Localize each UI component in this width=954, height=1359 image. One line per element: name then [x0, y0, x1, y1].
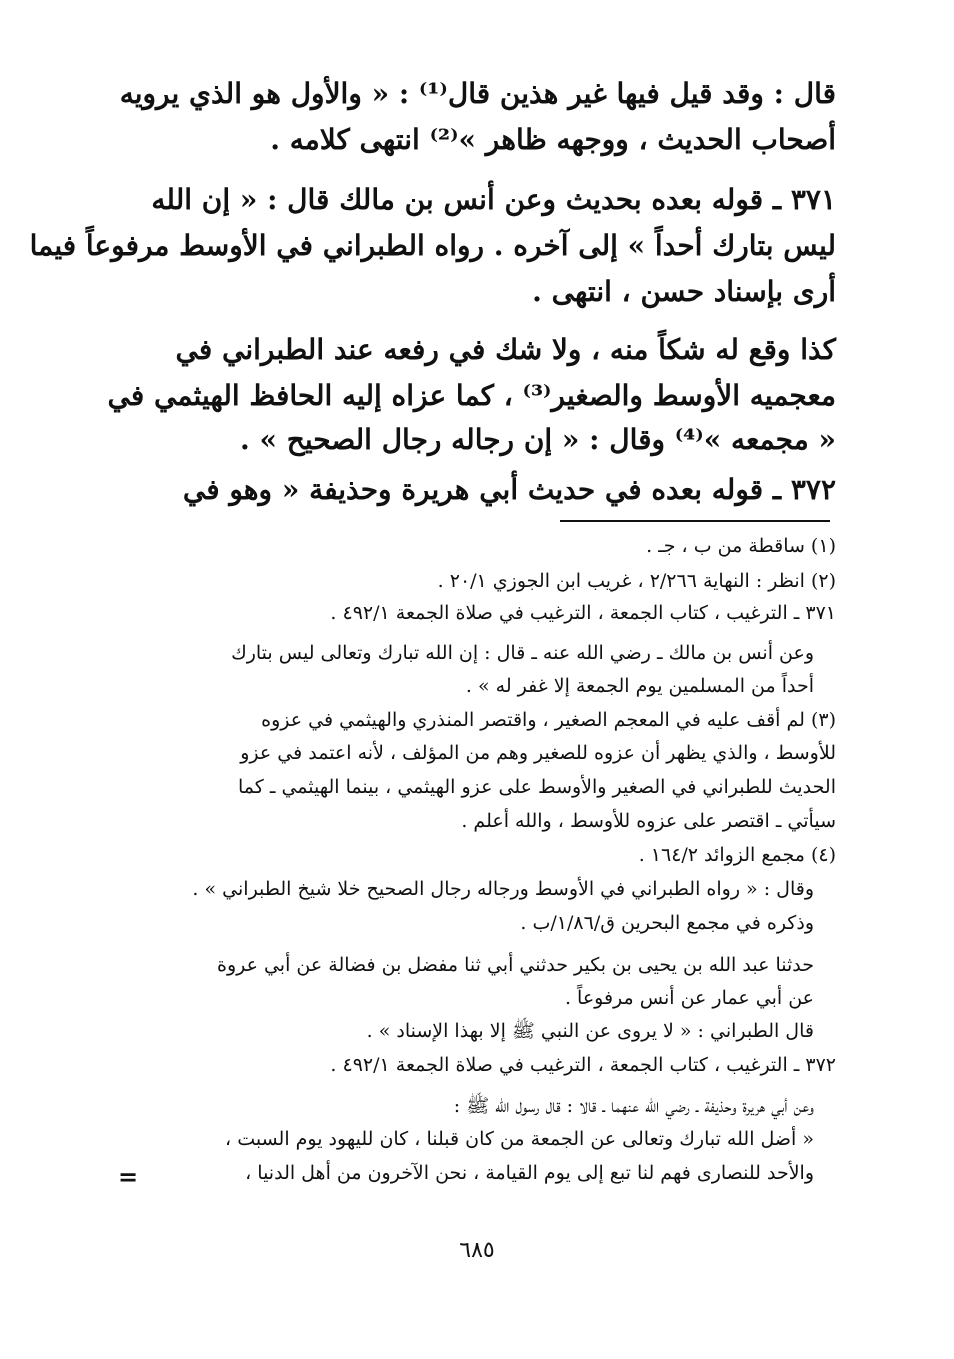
footnote-line-17: وعن أبي هريرة وحذيفة ـ رضي الله عنهما ـ قالا : قال رسول الله ﷺ :: [453, 1095, 814, 1117]
main-text-line-7: معجميه الأوسط والصغير⁽³⁾ ، كما عزاه إليه الحافظ الهيثمي في: [107, 379, 836, 412]
footnote-line-10: (٤) مجمع الزوائد ١٦٤/٢ .: [638, 844, 836, 866]
page-number: ٦٨٥: [459, 1238, 495, 1263]
main-text-line-3: ٣٧١ ـ قوله بعده بحديث وعن أنس بن مالك قال : « إن الله: [151, 183, 836, 216]
footnote-line-3: ٣٧١ ـ الترغيب ، كتاب الجمعة ، الترغيب في صلاة الجمعة ٤٩٢/١ .: [330, 602, 836, 624]
footnote-line-7: للأوسط ، والذي يظهر أن عزوه للصغير وهم من المؤلف ، لأنه اعتمد في عزو: [240, 742, 836, 764]
main-text-line-4: ليس بتارك أحداً » إلى آخره . رواه الطبراني في الأوسط مرفوعاً فيما: [29, 229, 836, 262]
main-text-line-5: أرى بإسناد حسن ، انتهى .: [532, 275, 836, 308]
main-text-line-9: ٣٧٢ ـ قوله بعده في حديث أبي هريرة وحذيفة « وهو في: [182, 473, 836, 506]
main-text-line-2: أصحاب الحديث ، ووجهه ظاهر »⁽²⁾ انتهى كلامه .: [270, 123, 836, 156]
footnote-line-13: حدثنا عبد الله بن يحيى بن بكير حدثني أبي ثنا مفضل بن فضالة عن أبي عروة: [216, 954, 814, 976]
footnote-line-9: سيأتي ـ اقتصر على عزوه للأوسط ، والله أعلم .: [461, 810, 836, 832]
footnote-line-4: وعن أنس بن مالك ـ رضي الله عنه ـ قال : إن الله تبارك وتعالى ليس بتارك: [231, 642, 814, 664]
footnote-line-2: (٢) انظر : النهاية ٢/٢٦٦ ، غريب ابن الجوزي ٢٠/١ .: [437, 570, 836, 592]
footnote-line-18: « أضل الله تبارك وتعالى عن الجمعة من كان قبلنا ، كان لليهود يوم السبت ،: [225, 1128, 814, 1150]
footnote-line-19: والأحد للنصارى فهم لنا تبع إلى يوم القيامة ، نحن الآخرون من أهل الدنيا ،: [245, 1162, 814, 1184]
footnote-line-5: أحداً من المسلمين يوم الجمعة إلا غفر له » .: [465, 675, 814, 697]
footnote-line-11: وقال : « رواه الطبراني في الأوسط ورجاله رجال الصحيح خلا شيخ الطبراني » .: [192, 878, 814, 900]
main-text-line-1: قال : وقد قيل فيها غير هذين قال⁽¹⁾ : « والأول هو الذي يرويه: [119, 77, 836, 110]
footnote-line-6: (٣) لم أقف عليه في المعجم الصغير ، واقتصر المنذري والهيثمي في عزوه: [261, 709, 836, 731]
footnote-line-1: (١) ساقطة من ب ، جـ .: [646, 535, 836, 557]
footnote-line-14: عن أبي عمار عن أنس مرفوعاً .: [564, 987, 814, 1009]
main-text-line-6: كذا وقع له شكاً منه ، ولا شك في رفعه عند الطبراني في: [175, 333, 836, 366]
continuation-mark: =: [118, 1162, 139, 1191]
footnote-line-12: وذكره في مجمع البحرين ق/١/٨٦/ب .: [520, 912, 814, 934]
footnote-separator: [560, 520, 830, 522]
main-text-line-8: « مجمعه »⁽⁴⁾ وقال : « إن رجاله رجال الصحيح » .: [240, 423, 836, 456]
footnote-line-16: ٣٧٢ ـ الترغيب ، كتاب الجمعة ، الترغيب في صلاة الجمعة ٤٩٢/١ .: [330, 1054, 836, 1076]
footnote-line-8: الحديث للطبراني في الصغير والأوسط على عزو الهيثمي ، بينما الهيثمي ـ كما: [237, 776, 836, 798]
footnote-line-15: قال الطبراني : « لا يروى عن النبي ﷺ إلا بهذا الإسناد » .: [366, 1020, 814, 1042]
